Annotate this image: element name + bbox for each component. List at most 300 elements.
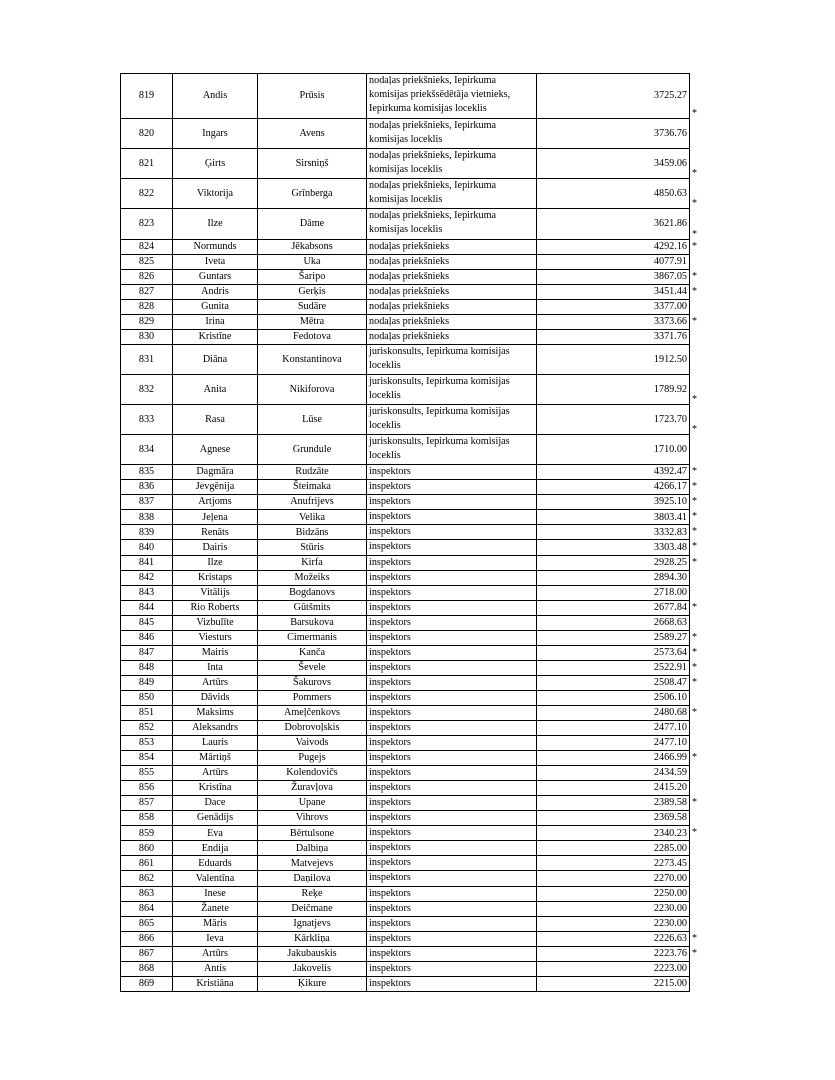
row-number-cell: [121, 209, 173, 239]
position: inspektors: [369, 511, 411, 523]
salary: 2718.00: [653, 586, 687, 598]
last-name: Grīnberga: [291, 188, 333, 200]
last-name-cell: [258, 721, 367, 736]
position-cell: [367, 510, 537, 525]
first-name-cell: [173, 766, 258, 781]
last-name: Dobrovoļskis: [284, 722, 340, 734]
row-number: 824: [138, 240, 155, 252]
last-name-cell: [258, 555, 367, 570]
last-name: Žuravļova: [291, 782, 333, 794]
salary: 2215.00: [653, 977, 687, 989]
last-name-cell: [258, 149, 367, 179]
salary-cell: [537, 811, 690, 826]
last-name: Možeiks: [294, 571, 330, 583]
first-name: Māris: [203, 917, 227, 929]
salary-cell: [537, 525, 697, 540]
row-number-cell: [121, 179, 173, 209]
row-number: 850: [138, 692, 155, 704]
salary: 3451.44: [653, 285, 687, 297]
salary: 2389.58: [653, 797, 687, 809]
last-name: Dalbiņa: [295, 842, 329, 854]
last-name-cell: [258, 540, 367, 555]
first-name: Rasa: [205, 413, 225, 425]
table-row: [121, 269, 690, 284]
row-number: 830: [138, 330, 155, 342]
last-name: Šakurovs: [293, 677, 331, 689]
first-name-cell: [173, 721, 258, 736]
last-name: Sirsniņš: [295, 157, 329, 169]
row-number: 821: [138, 157, 155, 169]
row-number-cell: [121, 766, 173, 781]
salary: 1789.92: [653, 383, 687, 395]
salary-cell: [537, 314, 697, 329]
last-name: Kārkliņa: [294, 932, 330, 944]
position: inspektors: [369, 631, 411, 643]
salary: 3867.05: [653, 270, 687, 282]
first-name: Renāts: [201, 526, 229, 538]
position: inspektors: [369, 646, 411, 658]
first-name-cell: [173, 886, 258, 901]
table-row: [121, 239, 690, 254]
position: inspektors: [369, 842, 411, 854]
salary: 2415.20: [653, 782, 687, 794]
first-name-cell: [173, 314, 258, 329]
salary: 2250.00: [653, 887, 687, 899]
table-row: [121, 871, 690, 886]
last-name-cell: [258, 796, 367, 811]
first-name: Agnese: [199, 443, 231, 455]
position: juriskonsults, Iepirkuma komisijas loceklis: [369, 345, 510, 371]
position-cell: [367, 630, 537, 645]
table-row: [121, 946, 690, 961]
row-number: 839: [138, 526, 155, 538]
salary-cell: [537, 886, 690, 901]
salary-cell: [537, 660, 697, 675]
last-name: Reķe: [301, 887, 323, 899]
first-name-cell: [173, 74, 258, 119]
row-number-cell: [121, 721, 173, 736]
table-row: [121, 254, 690, 269]
last-name: Prūsis: [299, 90, 325, 102]
first-name: Inta: [207, 661, 223, 673]
salary: 2894.30: [653, 571, 687, 583]
position-cell: [367, 751, 537, 766]
row-number: 865: [138, 917, 155, 929]
footnote-mark: *: [692, 676, 697, 688]
salary: 2589.27: [653, 631, 687, 643]
first-name: Mairis: [201, 646, 229, 658]
first-name-cell: [173, 239, 258, 254]
row-number: 844: [138, 601, 155, 613]
first-name-cell: [173, 329, 258, 344]
position-cell: [367, 329, 537, 344]
first-name-cell: [173, 209, 258, 239]
first-name: Ingars: [202, 127, 228, 139]
salary-cell: [537, 435, 690, 465]
salary-cell: [537, 931, 697, 946]
salary-cell: [537, 555, 697, 570]
last-name-cell: [258, 766, 367, 781]
table-row: [121, 901, 690, 916]
first-name-cell: [173, 540, 258, 555]
first-name: Ilze: [207, 218, 223, 230]
row-number-cell: [121, 630, 173, 645]
table-row: [121, 284, 690, 299]
position: juriskonsults, Iepirkuma komisijas loceklis: [369, 375, 510, 401]
salary: 2928.25: [653, 556, 687, 568]
footnote-mark: *: [692, 424, 697, 436]
position: inspektors: [369, 706, 411, 718]
last-name: Barsukova: [290, 616, 334, 628]
position-cell: [367, 961, 537, 976]
row-number: 868: [138, 962, 155, 974]
last-name: Lūse: [302, 413, 322, 425]
row-number: 832: [138, 383, 155, 395]
position-cell: [367, 841, 537, 856]
first-name-cell: [173, 179, 258, 209]
salary: 2285.00: [653, 842, 687, 854]
position: inspektors: [369, 932, 411, 944]
footnote-mark: *: [692, 932, 697, 944]
position-cell: [367, 570, 537, 585]
first-name: Dāvids: [200, 692, 230, 704]
last-name: Uka: [303, 255, 321, 267]
position: inspektors: [369, 962, 411, 974]
position: nodaļas priekšnieks: [369, 285, 450, 297]
last-name-cell: [258, 961, 367, 976]
position-cell: [367, 74, 537, 119]
salary-table: [120, 73, 697, 992]
salary-cell: [537, 600, 697, 615]
position-cell: [367, 119, 537, 149]
last-name-cell: [258, 570, 367, 585]
salary-cell: [537, 149, 697, 180]
salary: 4077.91: [653, 255, 687, 267]
last-name: Ševele: [298, 661, 326, 673]
last-name-cell: [258, 585, 367, 600]
table-row: [121, 856, 690, 871]
position: nodaļas priekšnieks, Iepirkuma komisijas loceklis: [369, 210, 497, 236]
position: inspektors: [369, 812, 411, 824]
table-row: [121, 675, 690, 690]
position-cell: [367, 585, 537, 600]
row-number-cell: [121, 736, 173, 751]
table-row: [121, 585, 690, 600]
first-name: Dairis: [202, 541, 228, 553]
row-number: 837: [138, 496, 155, 508]
table-row: [121, 540, 690, 555]
row-number-cell: [121, 796, 173, 811]
last-name: Pommers: [292, 692, 332, 704]
last-name-cell: [258, 435, 367, 465]
last-name-cell: [258, 705, 367, 720]
position-cell: [367, 495, 537, 510]
row-number-cell: [121, 239, 173, 254]
first-name: Kristaps: [198, 571, 232, 583]
salary: 2477.10: [653, 737, 687, 749]
footnote-mark: *: [692, 481, 697, 493]
last-name-cell: [258, 886, 367, 901]
row-number: 851: [138, 707, 155, 719]
position: inspektors: [369, 887, 411, 899]
last-name-cell: [258, 119, 367, 149]
salary: 2369.58: [653, 812, 687, 824]
position: inspektors: [369, 752, 411, 764]
first-name: Artūrs: [201, 947, 229, 959]
position-cell: [367, 871, 537, 886]
salary: 2340.23: [653, 827, 687, 839]
salary-cell: [537, 690, 690, 705]
first-name-cell: [173, 796, 258, 811]
last-name-cell: [258, 209, 367, 239]
position: inspektors: [369, 526, 411, 538]
table-row: [121, 630, 690, 645]
first-name: Dace: [204, 797, 226, 809]
first-name: Vizbulīte: [196, 616, 234, 628]
salary-cell: [537, 495, 697, 510]
first-name-cell: [173, 645, 258, 660]
position: inspektors: [369, 902, 411, 914]
salary: 2677.84: [653, 601, 687, 613]
row-number-cell: [121, 405, 173, 435]
salary: 2480.68: [653, 707, 687, 719]
last-name-cell: [258, 239, 367, 254]
first-name-cell: [173, 856, 258, 871]
position-cell: [367, 299, 537, 314]
last-name-cell: [258, 871, 367, 886]
salary: 2522.91: [653, 661, 687, 673]
last-name-cell: [258, 630, 367, 645]
position: inspektors: [369, 496, 411, 508]
row-number-cell: [121, 465, 173, 480]
row-number: 856: [138, 782, 155, 794]
row-number-cell: [121, 690, 173, 705]
row-number-cell: [121, 811, 173, 826]
position-cell: [367, 736, 537, 751]
salary-cell: [537, 766, 690, 781]
row-number: 847: [138, 646, 155, 658]
position-cell: [367, 149, 537, 179]
row-number: 862: [138, 872, 155, 884]
footnote-mark: *: [692, 394, 697, 406]
table-row: [121, 480, 690, 495]
row-number: 842: [138, 571, 155, 583]
first-name-cell: [173, 675, 258, 690]
salary-cell: [537, 465, 697, 480]
first-name-cell: [173, 705, 258, 720]
salary: 2573.64: [653, 646, 687, 658]
last-name: Kolendovičs: [286, 767, 338, 779]
table-row: [121, 405, 690, 435]
row-number: 841: [138, 556, 155, 568]
position: inspektors: [369, 481, 411, 493]
last-name-cell: [258, 254, 367, 269]
footnote-mark: *: [692, 270, 697, 282]
first-name: Valentīna: [195, 872, 235, 884]
footnote-mark: *: [692, 466, 697, 478]
position-cell: [367, 976, 537, 991]
position-cell: [367, 826, 537, 841]
first-name: Jevgēnija: [195, 481, 235, 493]
table-row: [121, 600, 690, 615]
salary-cell: [537, 630, 697, 645]
salary: 2270.00: [653, 872, 687, 884]
last-name-cell: [258, 465, 367, 480]
row-number: 854: [138, 752, 155, 764]
row-number-cell: [121, 916, 173, 931]
row-number-cell: [121, 314, 173, 329]
first-name: Andis: [202, 90, 228, 102]
first-name-cell: [173, 570, 258, 585]
last-name: Vihrovs: [295, 812, 329, 824]
first-name: Gunita: [201, 300, 229, 312]
position-cell: [367, 314, 537, 329]
row-number: 863: [138, 887, 155, 899]
table-row: [121, 615, 690, 630]
row-number-cell: [121, 269, 173, 284]
row-number-cell: [121, 149, 173, 179]
position-cell: [367, 660, 537, 675]
salary-cell: [537, 856, 690, 871]
footnote-mark: *: [692, 556, 697, 568]
salary: 1723.70: [653, 413, 687, 425]
position: inspektors: [369, 541, 411, 553]
salary-cell: [537, 751, 697, 766]
first-name-cell: [173, 871, 258, 886]
row-number-cell: [121, 705, 173, 720]
row-number-cell: [121, 435, 173, 465]
footnote-mark: *: [692, 315, 697, 327]
first-name-cell: [173, 736, 258, 751]
last-name: Rudzāte: [295, 466, 329, 478]
last-name-cell: [258, 856, 367, 871]
row-number: 864: [138, 902, 155, 914]
row-number-cell: [121, 570, 173, 585]
row-number-cell: [121, 119, 173, 149]
salary-cell: [537, 781, 690, 796]
salary: 2226.63: [653, 932, 687, 944]
table-row: [121, 179, 690, 209]
row-number-cell: [121, 480, 173, 495]
first-name: Eduards: [198, 857, 232, 869]
salary: 3371.76: [653, 330, 687, 342]
last-name: Avens: [299, 127, 325, 139]
row-number-cell: [121, 675, 173, 690]
first-name-cell: [173, 344, 258, 374]
first-name-cell: [173, 149, 258, 179]
salary-cell: [537, 961, 690, 976]
salary-cell: [537, 510, 697, 525]
footnote-mark: *: [692, 285, 697, 297]
salary-cell: [537, 705, 697, 720]
last-name-cell: [258, 600, 367, 615]
first-name-cell: [173, 826, 258, 841]
row-number-cell: [121, 329, 173, 344]
first-name-cell: [173, 284, 258, 299]
row-number: 823: [138, 218, 155, 230]
row-number: 828: [138, 300, 155, 312]
footnote-mark: *: [692, 661, 697, 673]
table-row: [121, 751, 690, 766]
last-name-cell: [258, 660, 367, 675]
row-number: 836: [138, 481, 155, 493]
salary-cell: [537, 916, 690, 931]
row-number-cell: [121, 510, 173, 525]
table-row: [121, 645, 690, 660]
first-name-cell: [173, 841, 258, 856]
salary-table-body: [121, 74, 697, 992]
position: inspektors: [369, 571, 411, 583]
position-cell: [367, 480, 537, 495]
footnote-mark: *: [692, 631, 697, 643]
last-name-cell: [258, 374, 367, 404]
salary-cell: [537, 736, 690, 751]
position: inspektors: [369, 661, 411, 673]
table-row: [121, 811, 690, 826]
first-name: Mārtiņš: [199, 752, 231, 764]
first-name-cell: [173, 690, 258, 705]
last-name-cell: [258, 495, 367, 510]
salary: 4266.17: [653, 481, 687, 493]
position: inspektors: [369, 616, 411, 628]
last-name: Ameļčenkovs: [283, 707, 341, 719]
first-name: Lauris: [201, 737, 229, 749]
salary-cell: [537, 871, 690, 886]
row-number: 858: [138, 812, 155, 824]
row-number-cell: [121, 495, 173, 510]
position-cell: [367, 525, 537, 540]
salary-cell: [537, 269, 697, 284]
last-name-cell: [258, 74, 367, 119]
table-row: [121, 766, 690, 781]
position-cell: [367, 690, 537, 705]
first-name: Rio Roberts: [190, 601, 240, 613]
table-row: [121, 435, 690, 465]
row-number: 866: [138, 932, 155, 944]
last-name: Vaivods: [295, 737, 329, 749]
salary-cell: [537, 284, 697, 299]
salary-cell: [537, 645, 697, 660]
last-name-cell: [258, 826, 367, 841]
row-number: 834: [138, 443, 155, 455]
last-name-cell: [258, 736, 367, 751]
row-number: 845: [138, 616, 155, 628]
last-name: Grundule: [292, 443, 332, 455]
row-number: 849: [138, 677, 155, 689]
row-number: 827: [138, 285, 155, 297]
row-number: 833: [138, 413, 155, 425]
footnote-mark: *: [692, 646, 697, 658]
first-name-cell: [173, 781, 258, 796]
row-number: 826: [138, 270, 155, 282]
first-name: Žanete: [201, 902, 229, 914]
row-number-cell: [121, 254, 173, 269]
table-row: [121, 826, 690, 841]
first-name: Inese: [204, 887, 226, 899]
row-number-cell: [121, 660, 173, 675]
salary-cell: [537, 615, 690, 630]
first-name-cell: [173, 495, 258, 510]
first-name-cell: [173, 525, 258, 540]
table-row: [121, 329, 690, 344]
table-row: [121, 510, 690, 525]
first-name: Ģirts: [204, 157, 226, 169]
position: nodaļas priekšnieks: [369, 300, 450, 312]
position-cell: [367, 946, 537, 961]
position: nodaļas priekšnieks, Iepirkuma komisijas loceklis: [369, 120, 497, 146]
position-cell: [367, 675, 537, 690]
last-name-cell: [258, 179, 367, 209]
